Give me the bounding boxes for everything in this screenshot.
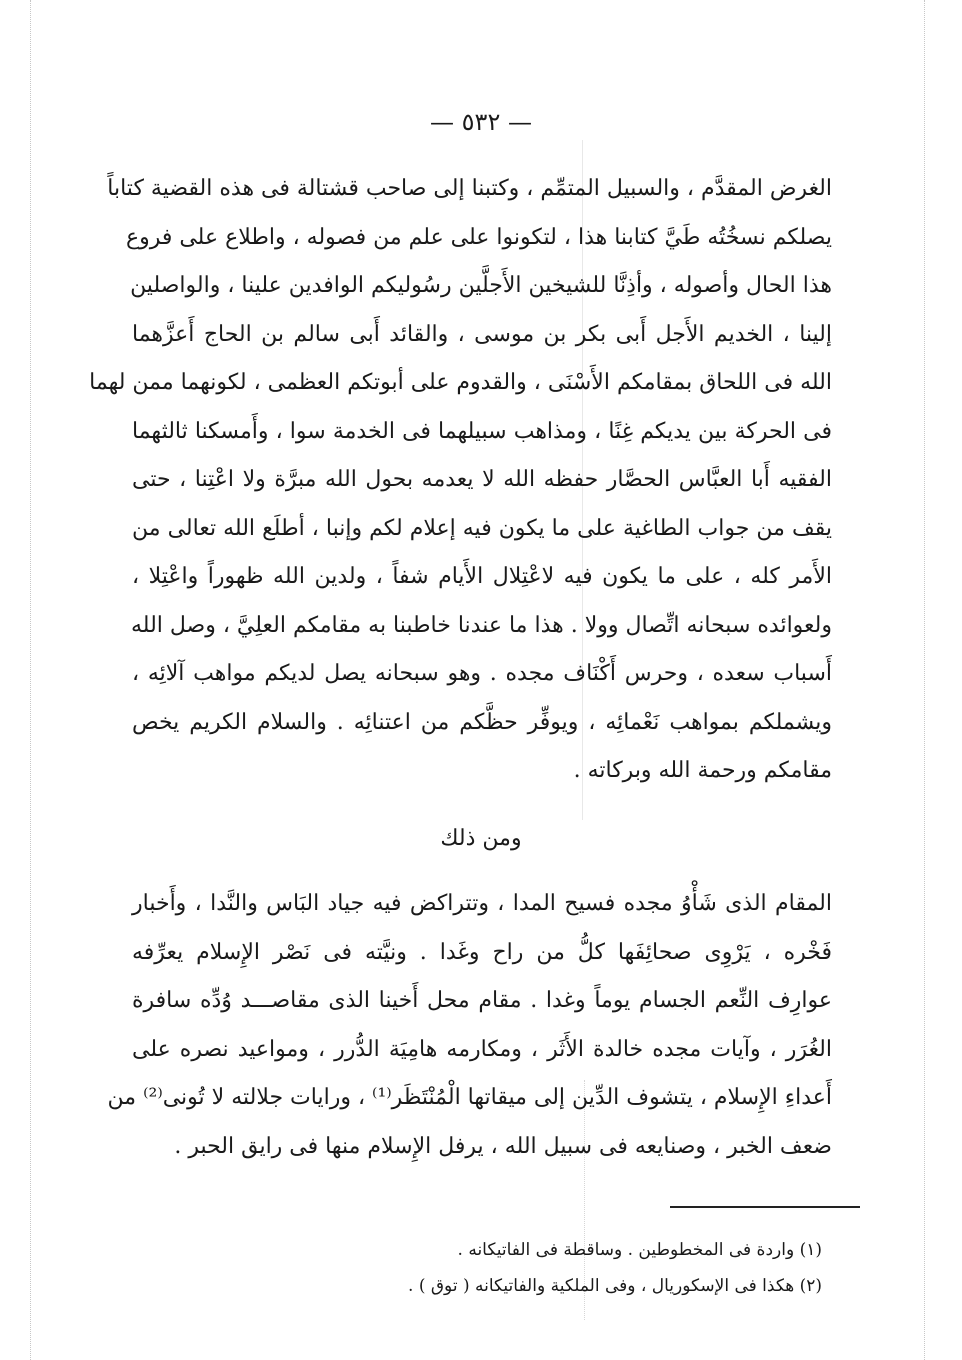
text-line: الله فى اللحاق بمقامكم الأَسْنَى ، والقدوم على أبوتكم العظمى ، لكونهما ممن لهما (89, 370, 832, 395)
text-line: إلينا ، الخديم الأَجل أَبى بكر بن موسى ، والقائد أَبى سالم بن الحاج أَعزَّهما (132, 321, 832, 347)
scan-artifact-left (30, 0, 31, 1360)
text-line: أَسباب سعده ، وحرس أَكْنَاف مجده . وهو سبحانه يصل لديكم مواهب آلائِه ، (132, 661, 832, 686)
text-line: مقامكم ورحمة الله وبركاته . (573, 758, 832, 783)
text-line: الأَمر كله ، على ما يكون فيه لاعْتِلال الأَيام شفاً ، ولدين الله ظهوراً واعْتِلا ، (132, 564, 832, 589)
footnote-item: (٢) هكذا فى الإسكوريال ، وفى الملكية والفاتيكانه ( توق ) . (408, 1276, 822, 1296)
paragraph-1 (89, 165, 832, 796)
text-line: يصلكم نسخُتُه طَيَّ كتابنا هذا ، لتكونوا على علم من فصوله ، واطلاع على فروع (125, 224, 832, 250)
footnote-divider (670, 1206, 860, 1208)
text-line: فى الحركة بين يديكم غِنًا ، ومذاهب سبيلهما فى الخدمة سوا ، وأَمسكنا ثالثهما (132, 418, 832, 444)
text-line: الغُرَر ، وآيات مجده خالدة الأَثَر ، ومكارمه هامِيَة الدُّرر ، ومواعيد نصره على (132, 1036, 832, 1062)
text-line: ضعف الخبر ، وصنايعه فى سبيل الله ، يرفل الإِسلام منها فى رايق الحبر . (174, 1133, 832, 1159)
text-line: المقام الذى شَأْوُ مجده فسيح المدا ، وتتراكض فيه جياد البَاس والنَّدا ، وأَخبار (132, 891, 832, 916)
paragraph-2 (107, 880, 832, 1171)
page-number: — ٥٣٢ — (430, 108, 532, 136)
text-line: هذا الحال وأصوله ، وأذِنَّا للشيخين الأَجلَّين رسُوليكم الوافدين علينا ، والواصلين (130, 273, 832, 298)
text-line: ولعوائده سبحانه اتِّصال وولا . هذا ما عندنا خاطبنا به مقامكم العلِيَّ ، وصل الله (130, 612, 832, 638)
text-line: الفقيه أَبا العبَّاس الحصَّار حفظه الله لا يعدمه بحول الله مبرَّة ولا اعْتِنا ، حتى (132, 467, 832, 492)
text-line: ويشملكم بمواهب نَعْمائِه ، ويوفِّر حظَّكم من اعتنائِه . والسلام الكريم يخص (132, 709, 832, 735)
section-heading: ومن ذلك (440, 826, 522, 851)
text-line: يقف من جواب الطاغية على ما يكون فيه إعلام لكم وإنبا ، أطلَع الله تعالى من (132, 515, 832, 541)
footnote-item: (١) واردة فى المخطوطين . وساقطة فى الفاتيكانه . (457, 1240, 822, 1260)
footnotes (132, 1232, 822, 1304)
scan-artifact-right (924, 0, 925, 1360)
text-line: أَعداءِ الإِسلام ، يتشوف الدِّين إلى ميقاتها الْمُنْتَظَر⁽¹⁾ ، ورايات جلالته لا تُونى⁽²⁾ من (107, 1085, 832, 1110)
text-line: فَخْره ، يَرْوِى صحائِفَها كلُّ من راح وغَدا . ونيَّته فى نَصْر الإِسلام يعرِّفه (132, 939, 832, 965)
text-line: عوارِف النِّعم الجسام يوماً وغدا . مقام محل أَخينا الذى مقاصـــد وُدِّه سافرة (132, 988, 832, 1013)
text-line: الغرض المقدَّم ، والسبيل المتمِّم ، وكتبنا إلى صاحب قشتالة فى هذه القضية كتاباً (107, 176, 832, 201)
